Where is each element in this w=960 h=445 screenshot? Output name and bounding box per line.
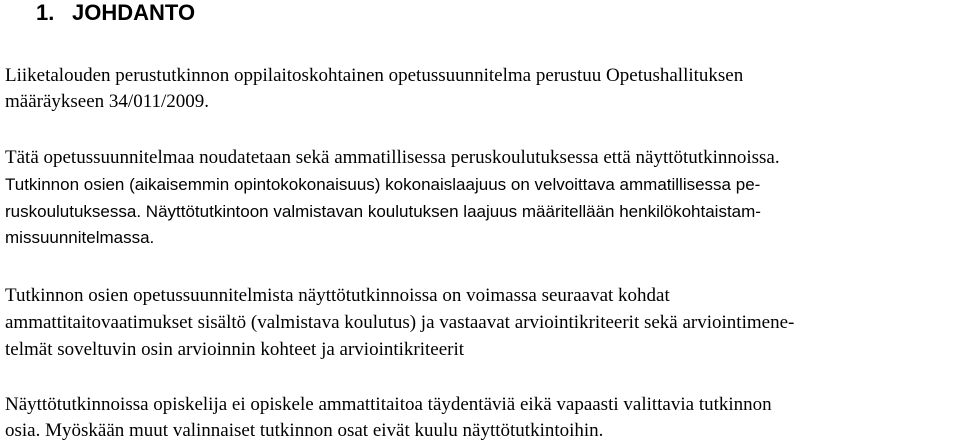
paragraph-3-line-1: Tutkinnon osien opetussuunnitelmista näyttötutkinnoissa on voimassa seuraavat kohdat [5,285,670,306]
paragraph-2-line-3: ruskoulutuksessa. Näyttötutkintoon valmistavan koulutuksen laajuus määritellään henkilökohtaistam- [5,202,761,221]
paragraph-1-line-1: Liiketalouden perustutkinnon oppilaitoskohtainen opetussuunnitelma perustuu Opetushallituksen [5,65,744,86]
paragraph-3-line-2: ammattitaitovaatimukset sisältö (valmistava koulutus) ja vastaavat arviointikriteerit sekä arviointimene- [5,312,795,333]
paragraph-1-line-2: määräykseen 34/011/2009. [5,91,210,112]
section-heading [36,0,195,26]
paragraph-4-line-2: osia. Myöskään muut valinnaiset tutkinnon osat eivät kuulu näyttötutkintoihin. [5,420,604,441]
section-title: JOHDANTO [72,0,196,25]
paragraph-2-line-4: missuunnitelmassa. [5,228,155,247]
section-number: 1. [36,0,55,25]
paragraph-3-line-3: telmät soveltuvin osin arvioinnin kohteet ja arviointikriteerit [5,339,465,360]
paragraph-4-line-1: Näyttötutkinnoissa opiskelija ei opiskele ammattitaitoa täydentäviä eikä vapaasti valittavia tutkinnon [5,394,772,415]
paragraph-2-line-2: Tutkinnon osien (aikaisemmin opintokokonaisuus) kokonaislaajuus on velvoittava ammatillisessa pe- [5,175,761,194]
paragraph-2-line-1: Tätä opetussuunnitelmaa noudatetaan sekä ammatillisessa peruskoulutuksessa että näyttötutkinnoissa. [5,147,780,168]
